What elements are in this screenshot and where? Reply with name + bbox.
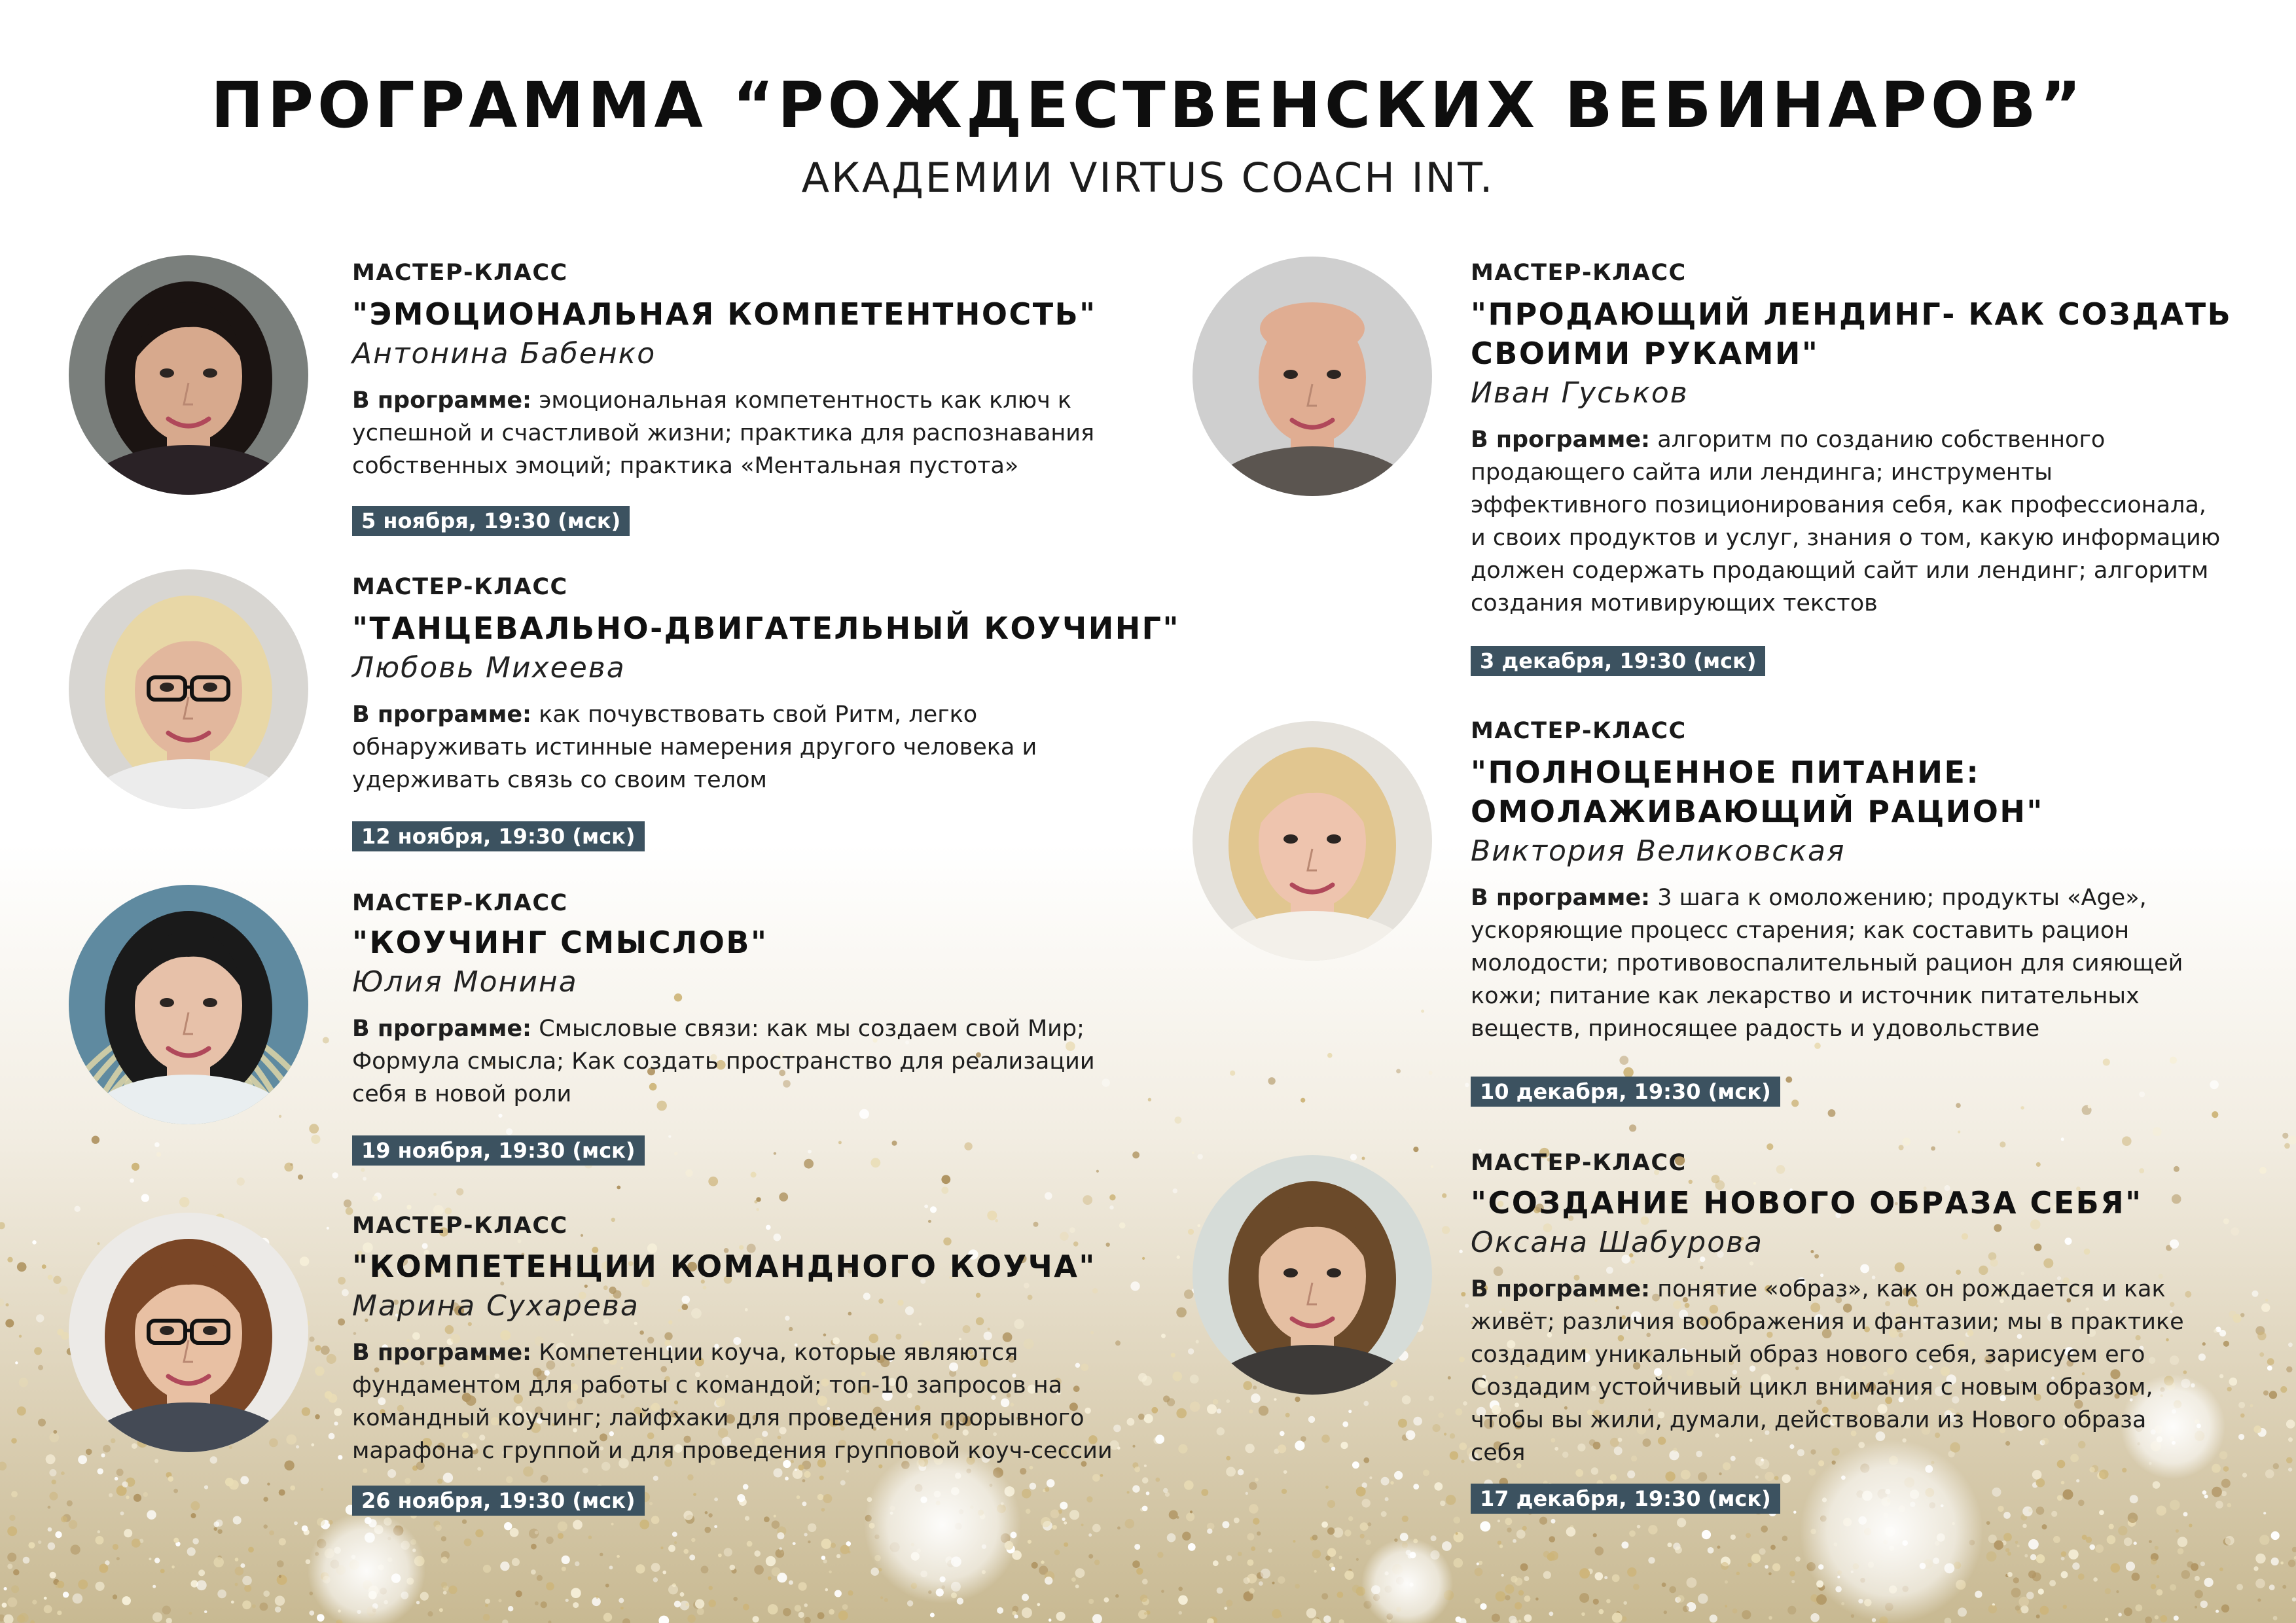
- description-line: [1471, 423, 2220, 456]
- speaker-photo: [69, 255, 308, 495]
- program-label: В программе:: [352, 387, 532, 414]
- description-text: успешной и счастливой жизни; практика для распознавания: [352, 420, 1095, 446]
- description-line: [1471, 554, 2220, 587]
- speaker-name: Юлия Монина: [352, 965, 578, 999]
- speaker-name: Любовь Михеева: [352, 651, 626, 685]
- description-line: [352, 1078, 1095, 1111]
- portrait-photo: [1193, 721, 1432, 961]
- description-line: [352, 1012, 1095, 1045]
- portrait-photo: [1193, 1155, 1432, 1395]
- description-line: [1471, 522, 2220, 554]
- description-text: чтобы вы жили, думали, действовали из Нового образа: [1471, 1407, 2147, 1433]
- portrait-photo: [69, 885, 308, 1124]
- description-text: эмоциональная компетентность как ключ к: [539, 387, 1072, 414]
- description-line: [1471, 587, 2220, 620]
- session-description: [1471, 1273, 2184, 1469]
- date-badge: 10 декабря, 19:30 (мск): [1471, 1077, 1780, 1107]
- session-title: [1471, 294, 2232, 373]
- speaker-photo: [1193, 1155, 1432, 1395]
- description-line: [352, 384, 1094, 417]
- session-title-line: "КОУЧИНГ СМЫСЛОВ": [352, 925, 768, 960]
- description-line: [1471, 1371, 2184, 1404]
- description-text: марафона с группой и для проведения групповой коуч-сессии: [352, 1438, 1113, 1464]
- session-kicker: МАСТЕР-КЛАСС: [1471, 260, 1687, 286]
- date-badge: 5 ноября, 19:30 (мск): [352, 506, 630, 536]
- session-title: [1471, 1183, 2143, 1222]
- description-line: [352, 1045, 1095, 1078]
- description-text: кожи; питание как лекарство и источник питательных: [1471, 983, 2140, 1009]
- page-subtitle: АКАДЕМИИ VIRTUS COACH INT.: [801, 154, 1495, 202]
- description-text: живёт; различия воображения и фантазии; мы в практике: [1471, 1309, 2184, 1335]
- speaker-name: Виктория Великовская: [1471, 834, 1846, 868]
- description-line: [1471, 1436, 2184, 1469]
- description-text: веществ, приносящее радость и удовольствие: [1471, 1016, 2040, 1042]
- description-line: [352, 417, 1094, 450]
- date-badge: 26 ноября, 19:30 (мск): [352, 1486, 645, 1516]
- description-line: [352, 1402, 1113, 1435]
- description-line: [352, 731, 1037, 764]
- description-text: эффективного позиционирования себя, как профессионала,: [1471, 492, 2206, 518]
- description-text: ускоряющие процесс старения; как составить рацион: [1471, 918, 2130, 944]
- description-text: как почувствовать свой Ритм, легко: [539, 702, 978, 728]
- description-text: понятие «образ», как он рождается и как: [1657, 1276, 2166, 1302]
- program-label: В программе:: [352, 1016, 532, 1042]
- description-text: создания мотивирующих текстов: [1471, 590, 1878, 616]
- description-text: алгоритм по созданию собственного: [1657, 427, 2106, 453]
- session-title-line: "ТАНЦЕВАЛЬНО-ДВИГАТЕЛЬНЫЙ КОУЧИНГ": [352, 611, 1180, 646]
- speaker-photo: [1193, 257, 1432, 496]
- session-kicker: МАСТЕР-КЛАСС: [352, 1213, 568, 1239]
- program-label: В программе:: [352, 702, 532, 728]
- program-label: В программе:: [1471, 427, 1651, 453]
- description-line: [1471, 980, 2183, 1012]
- session-title: [1471, 753, 2044, 831]
- portrait-photo: [69, 569, 308, 809]
- description-line: [1471, 1306, 2184, 1338]
- session-title-line: "ПОЛНОЦЕННОЕ ПИТАНИЕ:: [1471, 755, 1981, 790]
- session-description: [352, 698, 1037, 796]
- session-kicker: МАСТЕР-КЛАСС: [352, 574, 568, 600]
- description-line: [1471, 1012, 2183, 1045]
- description-line: [352, 1435, 1113, 1467]
- session-title-line: ОМОЛАЖИВАЮЩИЙ РАЦИОН": [1471, 794, 2044, 829]
- session-description: [1471, 882, 2183, 1045]
- portrait-photo: [1193, 257, 1432, 496]
- session-kicker: МАСТЕР-КЛАСС: [352, 890, 568, 916]
- description-text: должен содержать продающий сайт или лендинг; алгоритм: [1471, 558, 2209, 584]
- description-text: создадим уникальный образ нового себя, зарисуем его: [1471, 1342, 2145, 1368]
- speaker-photo: [69, 1213, 308, 1452]
- speaker-photo: [69, 885, 308, 1124]
- speaker-name: Антонина Бабенко: [352, 337, 656, 370]
- description-line: [352, 1369, 1113, 1402]
- page-title: ПРОГРАММА “РОЖДЕСТВЕНСКИХ ВЕБИНАРОВ”: [211, 69, 2085, 142]
- description-text: себя: [1471, 1440, 1526, 1466]
- session-title-line: СВОИМИ РУКАМИ": [1471, 336, 1820, 371]
- portrait-photo: [69, 255, 308, 495]
- speaker-name: Марина Сухарева: [352, 1289, 639, 1323]
- session-kicker: МАСТЕР-КЛАСС: [352, 260, 568, 286]
- speaker-photo: [69, 569, 308, 809]
- description-text: Смысловые связи: как мы создаем свой Мир;: [539, 1016, 1085, 1042]
- description-text: удерживать связь со своим телом: [352, 767, 767, 793]
- description-line: [1471, 456, 2220, 489]
- description-text: молодости; противовоспалительный рацион для сияющей: [1471, 950, 2183, 976]
- speaker-name: Иван Гуськов: [1471, 376, 1689, 410]
- description-text: продающего сайта или лендинга; инструменты: [1471, 459, 2053, 486]
- session-description: [352, 1336, 1113, 1467]
- description-text: Формула смысла; Как создать пространство для реализации: [352, 1048, 1095, 1075]
- description-text: обнаруживать истинные намерения другого человека и: [352, 734, 1037, 760]
- session-kicker: МАСТЕР-КЛАСС: [1471, 718, 1687, 744]
- date-badge: 3 декабря, 19:30 (мск): [1471, 646, 1765, 676]
- description-text: фундаментом для работы с командой; топ-10 запросов на: [352, 1372, 1063, 1399]
- description-line: [352, 764, 1037, 796]
- description-line: [1471, 947, 2183, 980]
- description-text: командный коучинг; лайфхаки для проведения прорывного: [352, 1405, 1085, 1431]
- session-title: [352, 923, 768, 962]
- description-line: [1471, 914, 2183, 947]
- program-label: В программе:: [1471, 1276, 1651, 1302]
- description-line: [352, 698, 1037, 731]
- speaker-name: Оксана Шабурова: [1471, 1226, 1764, 1259]
- session-description: [352, 384, 1094, 482]
- description-line: [1471, 489, 2220, 522]
- description-line: [1471, 1404, 2184, 1436]
- program-label: В программе:: [352, 1340, 532, 1366]
- session-description: [352, 1012, 1095, 1111]
- session-title: [352, 609, 1180, 648]
- description-line: [1471, 1273, 2184, 1306]
- description-line: [1471, 882, 2183, 914]
- session-title-line: "КОМПЕТЕНЦИИ КОМАНДНОГО КОУЧА": [352, 1249, 1096, 1284]
- description-text: 3 шага к омоложению; продукты «Age»,: [1657, 885, 2147, 911]
- description-line: [352, 1336, 1113, 1369]
- description-text: Создадим устойчивый цикл внимания с новым образом,: [1471, 1374, 2153, 1400]
- date-badge: 12 ноября, 19:30 (мск): [352, 821, 645, 851]
- description-text: и своих продуктов и услуг, знания о том, какую информацию: [1471, 525, 2221, 551]
- speaker-photo: [1193, 721, 1432, 961]
- session-title-line: "ЭМОЦИОНАЛЬНАЯ КОМПЕТЕНТНОСТЬ": [352, 296, 1097, 332]
- program-label: В программе:: [1471, 885, 1651, 911]
- session-title-line: "ПРОДАЮЩИЙ ЛЕНДИНГ- КАК СОЗДАТЬ: [1471, 296, 2233, 332]
- session-title: [352, 294, 1097, 334]
- session-title: [352, 1247, 1096, 1286]
- session-description: [1471, 423, 2220, 620]
- session-title-line: "СОЗДАНИЕ НОВОГО ОБРАЗА СЕБЯ": [1471, 1185, 2143, 1221]
- description-line: [352, 450, 1094, 482]
- portrait-photo: [69, 1213, 308, 1452]
- session-kicker: МАСТЕР-КЛАСС: [1471, 1150, 1687, 1176]
- description-text: Компетенции коуча, которые являются: [539, 1340, 1018, 1366]
- description-text: себя в новой роли: [352, 1081, 572, 1107]
- date-badge: 19 ноября, 19:30 (мск): [352, 1135, 645, 1166]
- description-text: собственных эмоций; практика «Ментальная пустота»: [352, 453, 1019, 479]
- date-badge: 17 декабря, 19:30 (мск): [1471, 1484, 1780, 1514]
- description-line: [1471, 1338, 2184, 1371]
